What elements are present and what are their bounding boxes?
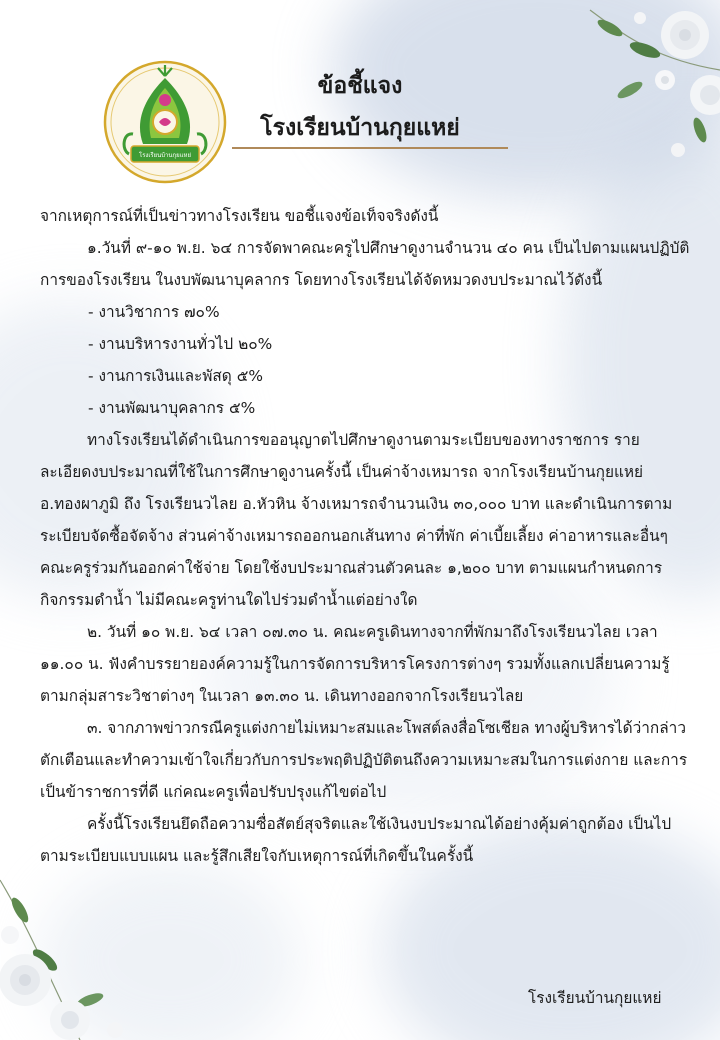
paragraph-3: ๒. วันที่ ๑๐ พ.ย. ๖๔ เวลา ๐๗.๓๐ น. คณะครูเดินทางจากที่พักมาถึงโรงเรียนวไลย เวลา ๑๑.๐๐ น. ฟังคำบรรยายองค์ความรู้ในการจัดการบริหารโครงการต่างๆ รวมทั้งแลกเปลี่ยนความรู้ตามกลุ่มสาระวิชาต่างๆ ในเวลา ๑๓.๓๐ น. เดินทางออกจากโรงเรียนวไลย — [40, 623, 670, 705]
logo-banner-text: โรงเรียนบ้านกุยแหย่ — [138, 152, 192, 159]
school-logo — [103, 60, 227, 184]
signature: โรงเรียนบ้านกุยแหย่ — [528, 989, 662, 1007]
budget-item-academic: - งานวิชาการ ๗๐% — [88, 303, 220, 321]
school-name-title: โรงเรียนบ้านกุยแหย่ — [260, 115, 460, 141]
floral-decoration-top-right — [570, 0, 720, 200]
budget-item-general-admin: - งานบริหารงานทั่วไป ๒๐% — [88, 335, 273, 353]
intro-line: จากเหตุการณ์ที่เป็นข่าวทางโรงเรียน ขอชี้แจงข้อเท็จจริงดังนี้ — [40, 207, 439, 225]
paragraph-1: ๑.วันที่ ๙-๑๐ พ.ย. ๖๔ การจัดพาคณะครูไปศึกษาดูงานจำนวน ๔๐ คน เป็นไปตามแผนปฏิบัติการของโรงเรียน ในงบพัฒนาบุคลากร โดยทางโรงเรียนได้จัดหมวดงบประมาณไว้ดังนี้ — [40, 239, 690, 289]
title-underline — [232, 147, 508, 149]
paragraph-5: ครั้งนี้โรงเรียนยึดถือความซื่อสัตย์สุจริตและใช้เงินงบประมาณได้อย่างคุ้มค่าถูกต้อง เป็นไปตามระเบียบแบบแผน และรู้สึกเสียใจกับเหตุการณ์ที่เกิดขึ้นในครั้งนี้ — [40, 815, 672, 865]
document-body — [40, 200, 690, 872]
document-title: ข้อชี้แจง — [317, 73, 403, 99]
paragraph-4: ๓. จากภาพข่าวกรณีครูแต่งกายไม่เหมาะสมและโพสต์ลงสื่อโซเชียล ทางผู้บริหารได้ว่ากล่าวตักเตือนและทำความเข้าใจเกี่ยวกับการประพฤติปฏิบัติตนถึงความเหมาะสมในการแต่งกาย และการเป็นข้าราชการที่ดี แก่คณะครูเพื่อปรับปรุงแก้ไขต่อไป — [40, 719, 688, 801]
budget-item-finance: - งานการเงินและพัสดุ ๕% — [88, 367, 263, 385]
paragraph-2: ทางโรงเรียนได้ดำเนินการขออนุญาตไปศึกษาดูงานตามระเบียบของทางราชการ รายละเอียดงบประมาณที่ใช้ในการศึกษาดูงานครั้งนี้ เป็นค่าจ้างเหมารถ จากโรงเรียนบ้านกุยแหย่ อ.ทองผาภูมิ ถึง โรงเรียนวไลย อ.หัวหิน จ้างเหมารถจำนวนเงิน ๓๐,๐๐๐ บาท และดำเนินการตามระเบียบจัดซื้อจัดจ้าง ส่วนค่าจ้างเหมารถออกนอกเส้นทาง ค่าที่พัก ค่าเบี้ยเลี้ยง ค่าอาหารและอื่นๆ คณะครูร่วมกันออกค่าใช้จ่าย โดยใช้งบประมาณส่วนตัวคนละ ๑,๒๐๐ บาท ตามแผนกำหนดการกิจกรรมดำน้ำ ไม่มีคณะครูท่านใดไปร่วมดำน้ำแต่อย่างใด — [40, 431, 673, 609]
budget-item-personnel: - งานพัฒนาบุคลากร ๕% — [88, 399, 256, 417]
